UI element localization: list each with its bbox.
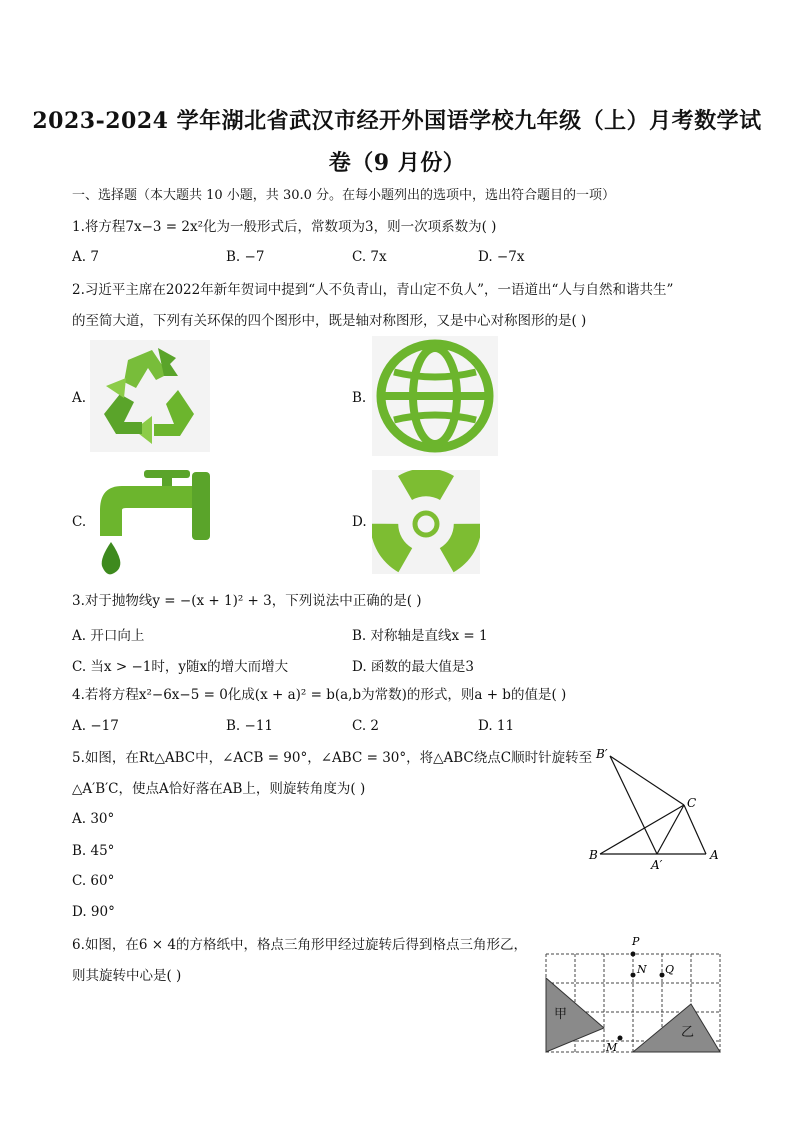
q3-option-a: A. 开口向上 [72, 628, 145, 644]
section-heading: 一、选择题（本大题共 10 小题，共 30.0 分。在每小题列出的选项中，选出符合题目的一项） [72, 188, 616, 203]
q4-option-c: C. 2 [352, 718, 380, 734]
question-5-stem-line2: △A′B′C，使点A恰好落在AB上，则旋转角度为( ) [72, 781, 366, 797]
question-6-stem-line1: 6.如图，在6 × 4的方格纸中，格点三角形甲经过旋转后得到格点三角形乙， [72, 937, 527, 953]
label-q: Q [665, 963, 675, 976]
label-m: M [606, 1041, 618, 1054]
label-a-prime: A′ [651, 858, 663, 872]
q4-option-b: B. −11 [226, 718, 273, 734]
q5-option-d: D. 90° [72, 904, 115, 920]
q3-option-d: D. 函数的最大值是3 [352, 659, 475, 675]
q5-option-b: B. 45° [72, 843, 115, 859]
q2-option-a: A. [72, 390, 87, 406]
q2-option-d: D. [352, 514, 367, 530]
q1-option-a: A. 7 [72, 249, 99, 265]
q1-option-c: C. 7x [352, 249, 387, 265]
faucet-icon [92, 466, 216, 576]
q2-option-c: C. [72, 514, 87, 530]
recycle-icon [90, 340, 210, 452]
q4-option-a: A. −17 [72, 718, 119, 734]
q1-option-b: B. −7 [226, 249, 265, 265]
label-b: B [589, 848, 598, 862]
q5-option-c: C. 60° [72, 873, 115, 889]
question-4-stem: 4.若将方程x²−6x−5 = 0化成(x + a)² = b(a,b为常数)的形式，则a + b的值是( ) [72, 687, 567, 703]
q4-option-d: D. 11 [478, 718, 515, 734]
label-b-prime: B′ [596, 747, 608, 761]
q5-option-a: A. 30° [72, 811, 115, 827]
radiation-icon [372, 470, 480, 574]
q3-option-b: B. 对称轴是直线x = 1 [352, 628, 488, 644]
question-2-stem-line2: 的至简大道，下列有关环保的四个图形中，既是轴对称图形，又是中心对称图形的是( ) [72, 313, 587, 329]
question-3-stem: 3.对于抛物线y = −(x + 1)² + 3，下列说法中正确的是( ) [72, 593, 422, 609]
triangle-rotation-figure [586, 742, 726, 874]
q1-option-d: D. −7x [478, 249, 525, 265]
question-5-stem-line1: 5.如图，在Rt△ABC中，∠ACB = 90°，∠ABC = 30°，将△ABC绕点C顺时针旋转至 [72, 750, 593, 766]
globe-icon [372, 336, 498, 456]
label-c: C [687, 796, 697, 810]
label-yi: 乙 [681, 1025, 695, 1040]
label-a: A [710, 848, 719, 862]
label-jia: 甲 [554, 1007, 568, 1022]
grid-rotation-figure [540, 930, 726, 1056]
q2-option-b: B. [352, 390, 367, 406]
label-n: N [637, 963, 647, 976]
exam-title-line1: 2023-2024 学年湖北省武汉市经开外国语学校九年级（上）月考数学试 [32, 108, 762, 134]
question-1-stem: 1.将方程7x−3 = 2x²化为一般形式后，常数项为3，则一次项系数为( ) [72, 219, 497, 235]
question-6-stem-line2: 则其旋转中心是( ) [72, 968, 182, 984]
q3-option-c: C. 当x > −1时，y随x的增大而增大 [72, 659, 289, 675]
exam-title-line2: 卷（9 月份） [328, 150, 466, 176]
label-p: P [632, 935, 640, 948]
question-2-stem-line1: 2.习近平主席在2022年新年贺词中提到“人不负青山，青山定不负人”，一语道出“人与自然和谐共生” [72, 282, 674, 298]
